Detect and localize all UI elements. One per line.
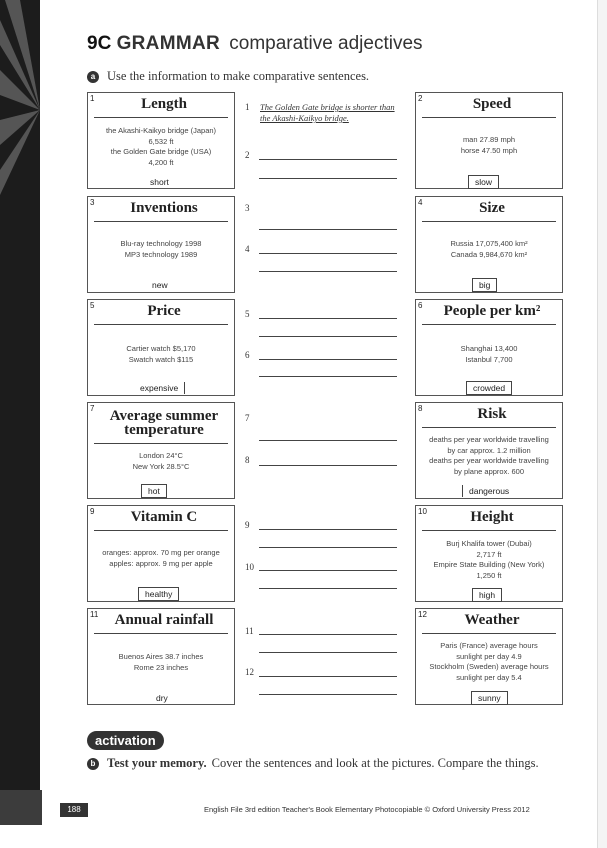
card-number: 6 bbox=[418, 301, 423, 310]
card-rule bbox=[94, 443, 228, 444]
card-annual-rainfall bbox=[87, 608, 235, 705]
card-number: 5 bbox=[90, 301, 95, 310]
bottom-band bbox=[0, 790, 42, 825]
card-title: Inventions bbox=[130, 200, 198, 216]
card-title: Length bbox=[141, 96, 187, 112]
adjective-label: hot bbox=[141, 484, 167, 498]
card-weather bbox=[415, 608, 563, 705]
card-info: Buenos Aires 38.7 inches Rome 23 inches bbox=[118, 652, 204, 672]
card-rule bbox=[94, 221, 228, 222]
card-title: Average summer temperature bbox=[109, 408, 219, 438]
instruction-b-bold: Test your memory. bbox=[107, 756, 207, 770]
adjective-label: sunny bbox=[471, 691, 508, 705]
card-title: Height bbox=[470, 509, 514, 525]
card-number: 1 bbox=[90, 94, 95, 103]
adjective-label: high bbox=[472, 588, 502, 602]
card-title: Speed bbox=[472, 96, 512, 112]
card-average-summer-temperature bbox=[87, 402, 235, 499]
card-info: deaths per year worldwide travelling by car approx. 1.2 million deaths per year worldwide travelling by plane approx. 600 bbox=[429, 435, 549, 476]
card-risk bbox=[415, 402, 563, 499]
adjective-label: healthy bbox=[138, 587, 179, 601]
card-info: oranges: approx. 70 mg per orange apples: approx. 9 mg per apple bbox=[102, 548, 220, 568]
card-vitamin-c bbox=[87, 505, 235, 602]
answer-10[interactable]: 10 bbox=[245, 562, 397, 592]
instruction-b-text: Cover the sentences and look at the pictures. Compare the things. bbox=[211, 756, 539, 770]
card-number: 12 bbox=[418, 610, 427, 619]
card-speed bbox=[415, 92, 563, 189]
page-title bbox=[87, 33, 423, 55]
card-title: Vitamin C bbox=[130, 509, 198, 525]
unit-code: 9C bbox=[87, 33, 112, 54]
answer-1: 1 The Golden Gate bridge is shorter than the Akashi-Kaikyo bridge. bbox=[245, 102, 397, 142]
card-rule bbox=[94, 117, 228, 118]
answer-8[interactable]: 8 bbox=[245, 455, 397, 485]
card-rule bbox=[94, 324, 228, 325]
answer-7[interactable]: 7 bbox=[245, 413, 397, 443]
exercise-letter-b: b bbox=[87, 758, 99, 770]
card-number: 10 bbox=[418, 507, 427, 516]
card-number: 4 bbox=[418, 198, 423, 207]
exercise-letter-a: a bbox=[87, 71, 99, 83]
card-info: Russia 17,075,400 km² Canada 9,984,670 km² bbox=[450, 239, 528, 259]
card-length bbox=[87, 92, 235, 189]
card-rule bbox=[94, 633, 228, 634]
adjective-label: expensive bbox=[134, 382, 185, 394]
card-info: Paris (France) average hours sunlight per day 4.9 Stockholm (Sweden) average hours sunlight per day 5.4 bbox=[429, 641, 549, 682]
card-info: man 27.89 mph horse 47.50 mph bbox=[460, 135, 518, 155]
answer-12[interactable]: 12 bbox=[245, 667, 397, 697]
answer-9[interactable]: 9 bbox=[245, 520, 397, 550]
card-info: Cartier watch $5,170 Swatch watch $115 bbox=[126, 344, 196, 364]
answer-5[interactable]: 5 bbox=[245, 309, 397, 339]
copyright-footer: English File 3rd edition Teacher's Book Elementary Photocopiable © Oxford University Press 2012 bbox=[204, 805, 530, 814]
card-height bbox=[415, 505, 563, 602]
card-rule bbox=[422, 117, 556, 118]
card-info: Blu-ray technology 1998 MP3 technology 1989 bbox=[120, 239, 202, 259]
card-info: Burj Khalifa tower (Dubai) 2,717 ft Empire State Building (New York) 1,250 ft bbox=[433, 539, 545, 580]
card-title: People per km² bbox=[443, 303, 541, 319]
adjective-label: new bbox=[152, 280, 168, 290]
card-info: London 24°C New York 28.5°C bbox=[132, 451, 190, 471]
card-rule bbox=[422, 633, 556, 634]
card-rule bbox=[422, 324, 556, 325]
adjective-label: dangerous bbox=[462, 485, 515, 497]
card-title: Weather bbox=[464, 612, 520, 628]
decorative-sidebar bbox=[0, 0, 40, 825]
answer-3[interactable]: 3 bbox=[245, 203, 397, 233]
card-people-per-km2 bbox=[415, 299, 563, 396]
card-rule bbox=[422, 221, 556, 222]
card-number: 2 bbox=[418, 94, 423, 103]
card-size bbox=[415, 196, 563, 293]
instruction-a bbox=[87, 69, 369, 84]
answer-11[interactable]: 11 bbox=[245, 626, 397, 656]
activation-badge: activation bbox=[87, 731, 164, 750]
card-title: Size bbox=[479, 200, 505, 216]
card-title: Price bbox=[147, 303, 181, 319]
section-name: GRAMMAR bbox=[116, 33, 220, 54]
sample-answer: The Golden Gate bridge is shorter than the Akashi-Kaikyo bridge. bbox=[260, 102, 395, 123]
answer-4[interactable]: 4 bbox=[245, 244, 397, 274]
card-inventions bbox=[87, 196, 235, 293]
card-title: Annual rainfall bbox=[114, 612, 214, 628]
card-rule bbox=[422, 427, 556, 428]
answer-6[interactable]: 6 bbox=[245, 350, 397, 380]
answer-2[interactable]: 2 bbox=[245, 150, 397, 180]
instruction-b bbox=[87, 756, 539, 771]
card-info: Shanghai 13,400 Istanbul 7,700 bbox=[460, 344, 518, 364]
page-edge bbox=[597, 0, 607, 848]
card-info: the Akashi-Kaikyo bridge (Japan) 6,532 ft the Golden Gate bridge (USA) 4,200 ft bbox=[105, 126, 217, 167]
card-number: 11 bbox=[90, 610, 99, 619]
adjective-label: short bbox=[150, 177, 169, 187]
card-number: 3 bbox=[90, 198, 95, 207]
instruction-text: Use the information to make comparative sentences. bbox=[107, 69, 370, 83]
card-price bbox=[87, 299, 235, 396]
page-number: 188 bbox=[60, 803, 88, 817]
card-number: 9 bbox=[90, 507, 95, 516]
adjective-label: big bbox=[472, 278, 497, 292]
card-rule bbox=[422, 530, 556, 531]
card-rule bbox=[94, 530, 228, 531]
section-subtitle: comparative adjectives bbox=[229, 33, 423, 54]
adjective-label: crowded bbox=[466, 381, 512, 395]
card-title: Risk bbox=[477, 406, 507, 422]
card-number: 7 bbox=[90, 404, 95, 413]
adjective-label: dry bbox=[156, 693, 168, 703]
adjective-label: slow bbox=[468, 175, 499, 189]
card-number: 8 bbox=[418, 404, 423, 413]
